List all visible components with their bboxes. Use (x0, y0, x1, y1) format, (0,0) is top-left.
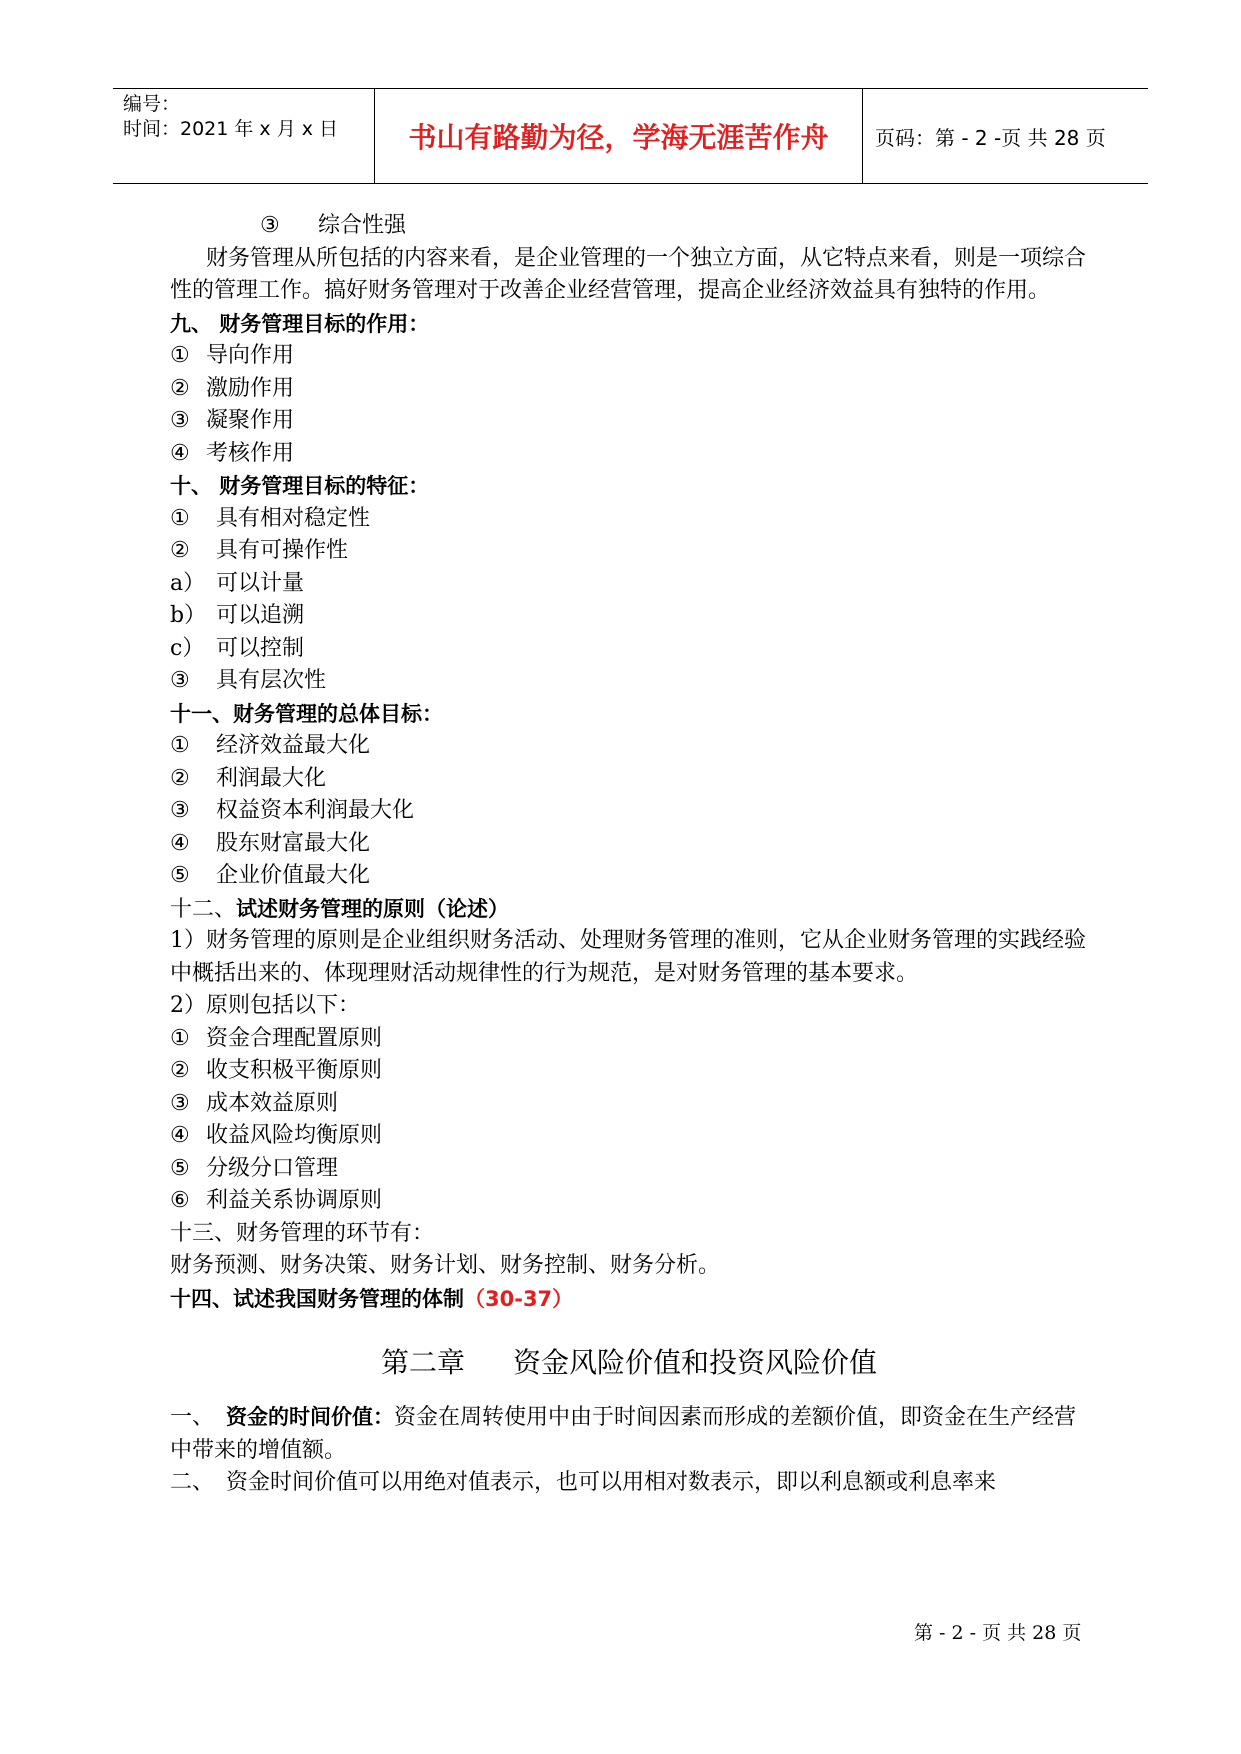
paragraph: 财务预测、财务决策、财务计划、财务控制、财务分析。 (170, 1253, 721, 1278)
date-label: 时间：2021 年 x 月 x 日 (123, 118, 339, 140)
page-footer: 第 - 2 - 页 共 28 页 (914, 1622, 1082, 1644)
list-item: ④ 考核作用 (170, 440, 295, 466)
list-item: ① 资金合理配置原则 (170, 1025, 383, 1051)
document-body (170, 210, 1088, 1500)
paragraph: 财务管理从所包括的内容来看，是企业管理的一个独立方面，从它特点来看，则是一项综合性的管理工作。搞好财务管理对于改善企业经营管理，提高企业经济效益具有独特的作用。 (170, 245, 1087, 303)
list-item: ⑤ 分级分口管理 (170, 1155, 339, 1181)
paragraph: 2）原则包括以下： (170, 993, 360, 1018)
section-heading-14: 十四、试述我国财务管理的体制（30-37） (170, 1286, 574, 1311)
list-item: ③ 具有层次性 (170, 668, 327, 693)
section-heading-11: 十一、财务管理的总体目标： (170, 701, 443, 726)
list-item: ③ 成本效益原则 (170, 1090, 339, 1116)
page-header (113, 88, 1148, 184)
list-item: ④ 股东财富最大化 (170, 830, 371, 856)
list-item: ③ 综合性强 (260, 213, 407, 238)
section-heading-9: 九、 财务管理目标的作用： (170, 311, 430, 336)
list-item: b） 可以追溯 (170, 603, 305, 628)
list-item: ⑥ 利益关系协调原则 (170, 1188, 383, 1213)
section-heading-12: 十二、试述财务管理的原则（论述） (170, 896, 510, 922)
chapter-title: 第二章 资金风险价值和投资风险价值 (380, 1346, 878, 1379)
list-item: ② 具有可操作性 (170, 538, 349, 563)
list-item: ② 收支积极平衡原则 (170, 1058, 383, 1083)
list-item: ② 激励作用 (170, 375, 295, 401)
section-heading-10: 十、 财务管理目标的特征： (170, 474, 430, 498)
list-item: c） 可以控制 (170, 635, 305, 661)
paragraph: 二、 资金时间价值可以用绝对值表示，也可以用相对数表示，即以利息额或利息率来 (170, 1470, 997, 1495)
header-left-cell (113, 89, 375, 183)
list-item: ② 利润最大化 (170, 765, 327, 791)
list-item: a） 可以计量 (170, 570, 305, 596)
list-item: ④ 收益风险均衡原则 (170, 1123, 383, 1148)
list-item: ① 经济效益最大化 (170, 733, 371, 758)
section-heading-13: 十三、财务管理的环节有： (170, 1220, 435, 1246)
paragraph: 1）财务管理的原则是企业组织财务活动、处理财务管理的准则，它从企业财务管理的实践经验中概括出来的、体现理财活动规律性的行为规范，是对财务管理的基本要求。 (170, 928, 1087, 986)
list-item: ③ 凝聚作用 (170, 408, 295, 433)
list-item: ③ 权益资本利润最大化 (170, 798, 415, 823)
header-motto: 书山有路勤为径，学海无涯苦作舟 (375, 89, 863, 183)
list-item: ⑤ 企业价值最大化 (170, 863, 371, 888)
list-item: ① 具有相对稳定性 (170, 505, 371, 531)
list-item: ① 导向作用 (170, 343, 295, 368)
number-label: 编号： (123, 93, 181, 115)
paragraph: 一、 资金的时间价值：资金在周转使用中由于时间因素而形成的差额价值，即资金在生产经营中带来的增值额。 (170, 1405, 1077, 1463)
header-page-label: 页码：第 - 2 -页 共 28 页 (875, 125, 1106, 150)
